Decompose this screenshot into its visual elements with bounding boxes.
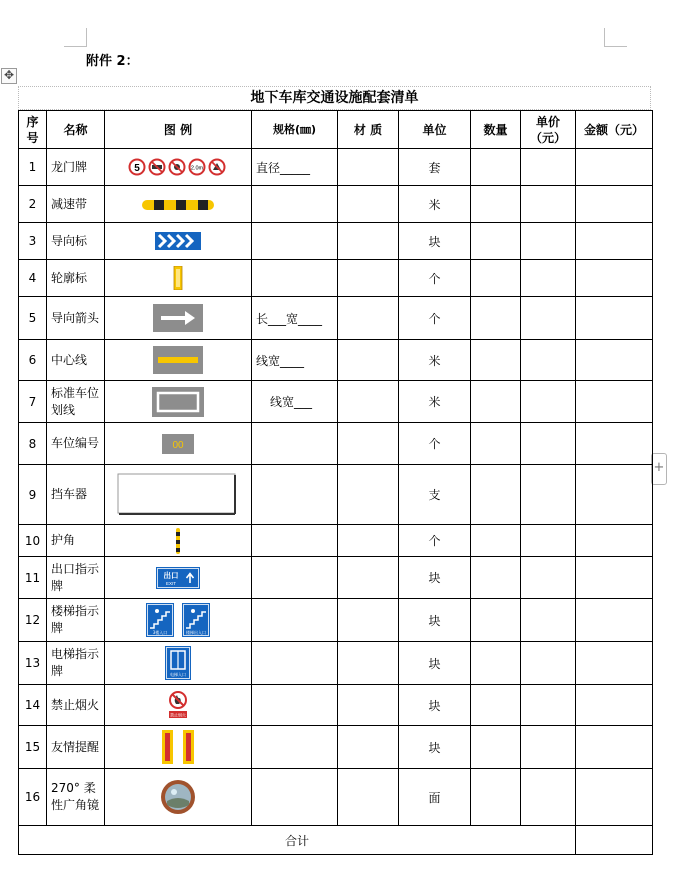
col-header-quantity: 数量 xyxy=(471,111,521,149)
table-row xyxy=(19,599,653,642)
table-move-handle-icon[interactable]: ✥ xyxy=(1,68,17,84)
table-row xyxy=(19,557,653,599)
row-name: 轮廓标 xyxy=(47,260,105,297)
row-no: 13 xyxy=(19,642,47,685)
row-name: 标准车位划线 xyxy=(47,381,105,423)
row-no: 15 xyxy=(19,726,47,769)
total-label: 合计 xyxy=(19,826,576,855)
row-material xyxy=(338,465,399,525)
row-quantity[interactable] xyxy=(471,149,521,186)
row-no: 1 xyxy=(19,149,47,186)
col-header-spec: 规格(㎜) xyxy=(252,111,338,149)
table-row xyxy=(19,223,653,260)
row-spec xyxy=(252,685,338,726)
gantry-sign-icons xyxy=(128,157,228,177)
row-amount[interactable] xyxy=(576,149,653,186)
table-row xyxy=(19,465,653,525)
row-quantity[interactable] xyxy=(471,423,521,465)
facility-list-table xyxy=(18,110,653,855)
row-amount[interactable] xyxy=(576,423,653,465)
row-amount[interactable] xyxy=(576,599,653,642)
add-column-plus-icon[interactable]: + xyxy=(651,453,667,485)
row-quantity[interactable] xyxy=(471,223,521,260)
parking-line-icon xyxy=(152,387,204,417)
row-quantity[interactable] xyxy=(471,557,521,599)
row-no: 2 xyxy=(19,186,47,223)
row-no: 14 xyxy=(19,685,47,726)
page-margin-corner-top-left xyxy=(64,28,87,47)
row-unit-price[interactable] xyxy=(521,557,576,599)
table-row xyxy=(19,685,653,726)
row-spec xyxy=(252,465,338,525)
row-name: 中心线 xyxy=(47,340,105,381)
row-amount[interactable] xyxy=(576,685,653,726)
row-material xyxy=(338,186,399,223)
table-row xyxy=(19,642,653,685)
col-header-no: 序号 xyxy=(19,111,47,149)
row-no: 16 xyxy=(19,769,47,826)
row-unit-price[interactable] xyxy=(521,726,576,769)
speed-bump-icon xyxy=(142,199,214,211)
row-amount[interactable] xyxy=(576,769,653,826)
col-header-amount: 金额（元） xyxy=(576,111,653,149)
row-amount[interactable] xyxy=(576,465,653,525)
no-fire-sign-text: 禁止烟火 xyxy=(170,712,186,718)
row-material xyxy=(338,223,399,260)
row-name: 护角 xyxy=(47,525,105,557)
row-quantity[interactable] xyxy=(471,381,521,423)
row-amount[interactable] xyxy=(576,381,653,423)
space-number-text: 00 xyxy=(172,439,184,451)
col-header-material: 材 质 xyxy=(338,111,399,149)
total-amount[interactable] xyxy=(576,826,653,855)
row-name: 挡车器 xyxy=(47,465,105,525)
row-material xyxy=(338,599,399,642)
row-quantity[interactable] xyxy=(471,340,521,381)
row-unit: 支 xyxy=(399,465,471,525)
row-unit-price[interactable] xyxy=(521,465,576,525)
row-spec: 直径_____ xyxy=(252,149,338,186)
row-name: 导向标 xyxy=(47,223,105,260)
table-row xyxy=(19,260,653,297)
exit-sign-text: 出口 xyxy=(163,570,179,580)
convex-mirror-icon xyxy=(160,779,196,815)
col-header-unit-price: 单价（元） xyxy=(521,111,576,149)
row-quantity[interactable] xyxy=(471,769,521,826)
row-unit-price[interactable] xyxy=(521,149,576,186)
row-name: 出口指示牌 xyxy=(47,557,105,599)
row-name: 电梯指示牌 xyxy=(47,642,105,685)
row-spec: 线宽___ xyxy=(252,381,338,423)
table-title: 地下车库交通设施配套清单 xyxy=(18,86,651,110)
row-amount[interactable] xyxy=(576,340,653,381)
row-material xyxy=(338,297,399,340)
row-material xyxy=(338,260,399,297)
row-quantity[interactable] xyxy=(471,726,521,769)
row-spec: 长___宽____ xyxy=(252,297,338,340)
row-unit-price[interactable] xyxy=(521,223,576,260)
row-name: 导向箭头 xyxy=(47,297,105,340)
stair-sign-text-2: 楼梯出入口 xyxy=(186,630,206,635)
row-no: 4 xyxy=(19,260,47,297)
center-line-icon xyxy=(153,346,203,374)
table-row xyxy=(19,297,653,340)
row-no: 12 xyxy=(19,599,47,642)
page-margin-corner-top-right xyxy=(604,28,627,47)
row-quantity[interactable] xyxy=(471,685,521,726)
row-unit: 米 xyxy=(399,340,471,381)
row-material xyxy=(338,525,399,557)
table-row xyxy=(19,769,653,826)
row-unit: 块 xyxy=(399,557,471,599)
reminder-sign-icon xyxy=(162,730,194,764)
row-quantity[interactable] xyxy=(471,186,521,223)
row-material xyxy=(338,423,399,465)
row-name: 270° 柔性广角镜 xyxy=(47,769,105,826)
exit-sign-icon xyxy=(156,567,200,589)
row-quantity[interactable] xyxy=(471,642,521,685)
row-unit: 面 xyxy=(399,769,471,826)
row-spec xyxy=(252,726,338,769)
row-amount[interactable] xyxy=(576,260,653,297)
row-name: 车位编号 xyxy=(47,423,105,465)
col-header-unit: 单位 xyxy=(399,111,471,149)
row-unit-price[interactable] xyxy=(521,423,576,465)
row-unit: 块 xyxy=(399,223,471,260)
row-unit: 个 xyxy=(399,525,471,557)
row-unit: 米 xyxy=(399,186,471,223)
elevator-sign-text: 电梯入口 xyxy=(170,672,186,677)
attachment-label: 附件 2： xyxy=(86,54,139,69)
row-spec: 线宽____ xyxy=(252,340,338,381)
row-unit-price[interactable] xyxy=(521,381,576,423)
wheel-stop-icon xyxy=(117,473,239,517)
row-quantity[interactable] xyxy=(471,599,521,642)
row-no: 11 xyxy=(19,557,47,599)
col-header-illustration: 图 例 xyxy=(105,111,252,149)
row-no: 5 xyxy=(19,297,47,340)
row-spec xyxy=(252,525,338,557)
row-spec xyxy=(252,599,338,642)
row-material xyxy=(338,769,399,826)
row-material xyxy=(338,642,399,685)
row-amount[interactable] xyxy=(576,297,653,340)
space-number-icon xyxy=(162,434,194,454)
row-no: 7 xyxy=(19,381,47,423)
row-unit: 块 xyxy=(399,599,471,642)
row-unit-price[interactable] xyxy=(521,297,576,340)
row-unit-price[interactable] xyxy=(521,599,576,642)
corner-guard-icon xyxy=(174,528,182,554)
row-spec xyxy=(252,769,338,826)
table-row xyxy=(19,423,653,465)
row-name: 友情提醒 xyxy=(47,726,105,769)
row-unit-price[interactable] xyxy=(521,769,576,826)
row-name: 楼梯指示牌 xyxy=(47,599,105,642)
row-name: 禁止烟火 xyxy=(47,685,105,726)
row-spec xyxy=(252,260,338,297)
col-header-name: 名称 xyxy=(47,111,105,149)
elevator-sign-icon xyxy=(165,646,191,680)
table-row xyxy=(19,381,653,423)
row-unit: 米 xyxy=(399,381,471,423)
row-unit-price[interactable] xyxy=(521,642,576,685)
row-name: 减速带 xyxy=(47,186,105,223)
delineator-icon xyxy=(173,266,183,290)
row-spec xyxy=(252,557,338,599)
row-quantity[interactable] xyxy=(471,465,521,525)
row-amount[interactable] xyxy=(576,186,653,223)
row-quantity[interactable] xyxy=(471,297,521,340)
table-row xyxy=(19,186,653,223)
total-row xyxy=(19,826,653,855)
row-no: 6 xyxy=(19,340,47,381)
row-unit: 块 xyxy=(399,726,471,769)
row-quantity[interactable] xyxy=(471,260,521,297)
row-amount[interactable] xyxy=(576,525,653,557)
row-amount[interactable] xyxy=(576,726,653,769)
height-limit-text: 2.0m xyxy=(190,165,204,172)
table-header-row xyxy=(19,111,653,149)
row-amount[interactable] xyxy=(576,557,653,599)
row-amount[interactable] xyxy=(576,223,653,260)
row-spec xyxy=(252,423,338,465)
row-quantity[interactable] xyxy=(471,525,521,557)
no-fire-sign-icon xyxy=(167,690,189,720)
row-unit: 块 xyxy=(399,642,471,685)
row-material xyxy=(338,381,399,423)
row-spec xyxy=(252,186,338,223)
table-row xyxy=(19,340,653,381)
row-material xyxy=(338,726,399,769)
row-unit: 个 xyxy=(399,423,471,465)
stair-sign-text-1: 3楼入口 xyxy=(152,630,168,635)
row-material xyxy=(338,340,399,381)
row-amount[interactable] xyxy=(576,642,653,685)
table-row xyxy=(19,726,653,769)
row-unit: 个 xyxy=(399,260,471,297)
chevron-guide-icon xyxy=(155,232,201,250)
row-unit-price[interactable] xyxy=(521,525,576,557)
speed-limit-text: 5 xyxy=(134,163,140,174)
guide-arrow-icon xyxy=(153,304,203,332)
table-row xyxy=(19,525,653,557)
row-unit: 个 xyxy=(399,297,471,340)
row-no: 3 xyxy=(19,223,47,260)
row-spec xyxy=(252,642,338,685)
row-unit-price[interactable] xyxy=(521,260,576,297)
row-material xyxy=(338,557,399,599)
row-material xyxy=(338,685,399,726)
exit-sign-en-text: EXIT xyxy=(165,580,177,586)
stair-sign-icon xyxy=(146,603,210,637)
row-no: 10 xyxy=(19,525,47,557)
row-no: 8 xyxy=(19,423,47,465)
row-no: 9 xyxy=(19,465,47,525)
row-name: 龙门牌 xyxy=(47,149,105,186)
row-unit-price[interactable] xyxy=(521,685,576,726)
row-unit-price[interactable] xyxy=(521,340,576,381)
table-row xyxy=(19,149,653,186)
row-unit: 块 xyxy=(399,685,471,726)
row-spec xyxy=(252,223,338,260)
row-material xyxy=(338,149,399,186)
row-unit: 套 xyxy=(399,149,471,186)
row-unit-price[interactable] xyxy=(521,186,576,223)
